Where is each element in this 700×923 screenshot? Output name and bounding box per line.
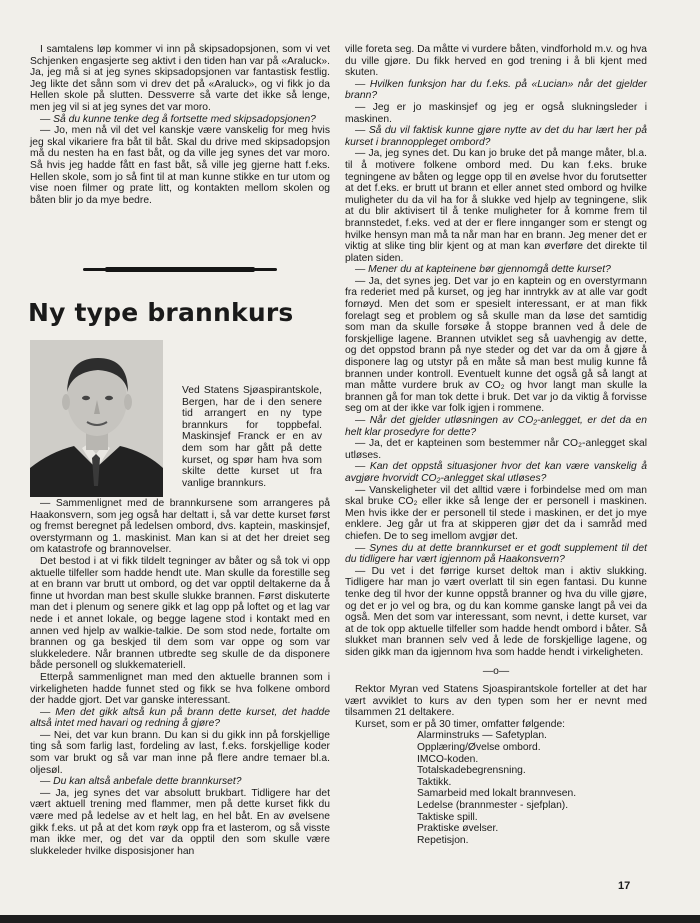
left-bottom-paragraph: — Sammenlignet med de brannkursene som arrangeres på Haakonsvern, som jeg også har deltatt i, så var dette kurset først og fremst beregnet på ledelsen ombord, dvs. kaptein, maskinsjef, overstyrmann og 1. maskinist. Man kan si at det her dreiet seg om katastrofe og brannovelser.	[30, 498, 330, 556]
course-item: Taktikk.	[417, 776, 452, 788]
right-paragraph: — Hvilken funksjon har du f.eks. på «Lucian» når det gjelder brann?	[345, 78, 647, 102]
right-paragraph: — Ja, jeg synes det. Du kan jo bruke det på mange måter, bl.a. til å motivere folkene ombord med. Du kan f.eks. bruke tegningene av båten og legge opp til en øvelse hvor du forutsetter at det f.eks. er brutt ut brann et eller annet sted ombord og hvilke muligheter du da vil ha for å slukke ved hjelp av tegningene, slik at du blir aktivisert til å tenke muligheter for å komme frem til brannstedet, f.eks. ved at der er flere innganger som er stengt og hvilke hensyn man må ta når man har en brann. Jeg mener det er viktig at slike ting blir kjent og at man kan øverføre det direkte til platen siden.	[345, 148, 647, 264]
course-item: Alarminstruks — Safetyplan.	[417, 730, 547, 742]
portrait-icon	[30, 340, 163, 497]
right-paragraph: — Så du vil faktisk kunne gjøre nytte av det du har lært her på kurset i brannoppleget ombord?	[345, 125, 647, 148]
course-item: Opplæring/Øvelse ombord.	[417, 742, 541, 754]
course-item: IMCO-koden.	[417, 753, 479, 765]
right-paragraphs	[345, 44, 647, 730]
course-item: Ledelse (brannmester - sjefplan).	[417, 800, 569, 811]
course-item: Totalskadebegrensning.	[417, 765, 526, 777]
left-bottom-paragraph: — Ja, jeg synes det var absolutt brukbart. Tidligere har det vært aktuell trening med flammer, men på dette kurset fikk du være med på ledelse av et helt lag, en hel båt. En av øvelsene gikk f.eks. ut på at det kom røyk opp fra et lasterom, og så visste man ikke mer, og det var da opptil den som skulle være slukkeleder hvilke disposisjoner han	[30, 787, 330, 857]
intro-paragraph: Ved Statens Sjøaspirantskole, Bergen, har de i den senere tid arrangert en ny type brannkurs for toppbefal. Maskinsjef Franck er en av dem som har gått på dette kurset, og spør ham hva som skilte dette kurset ut fra vanlige brannkurs.	[182, 385, 322, 489]
portrait-photo	[30, 340, 163, 497]
article-column-right	[345, 44, 647, 846]
scan-edge	[0, 913, 700, 923]
right-paragraph: — Synes du at dette brannkurset er et godt supplement til det du tidligere har vært igjennom på Haakonsvern?	[345, 542, 647, 566]
right-paragraph: — Mener du at kapteinene bør gjennomgå dette kurset?	[355, 264, 611, 276]
article-column-left-top	[30, 44, 330, 206]
left-top-paragraph: — Jo, men nå vil det vel kanskje være vanskelig for meg hvis jeg skal vikariere fra båt til båt. Skal du drive med skipsadopsjon må du nesten ha en fast båt, og da ville jeg synes det var moro. Så hvis jeg hadde fått en fast båt, så ville jeg gjerne hatt f.eks. Hellen skole, som jo så fint til at man kunne stikke en tur utom og vise noen filmer og prate litt, og kontakten mellom skolen og båten blir jo da mye bedre.	[30, 125, 330, 206]
left-bottom-paragraph: — Du kan altså anbefale dette brannkurset?	[40, 776, 242, 788]
right-paragraph: — Jeg er jo maskinsjef og jeg er også slukningsleder i maskinen.	[345, 101, 647, 125]
section-heading: Ny type brannkurs	[28, 298, 294, 327]
right-paragraph: ville foreta seg. Da måtte vi vurdere båten, vindforhold m.v. og hva du ville gjøre. Du fikk herved en god trening i å bli kjent med skuten.	[345, 44, 648, 79]
course-item: Praktiske øvelser.	[417, 823, 499, 835]
left-bottom-paragraph: — Men det gikk altså kun på brann dette kurset, det hadde altså intet med havari og redning å gjøre?	[30, 706, 330, 730]
course-item: Samarbeid med lokalt brannvesen.	[417, 788, 577, 800]
right-paragraph: — Kan det oppstå situasjoner hvor det kan være vanskelig å avgjøre hvorvidt CO₂-anlegget skal utløses?	[345, 461, 647, 484]
right-paragraph: —o—	[482, 666, 510, 678]
left-top-paragraph: — Så du kunne tenke deg å fortsette med skipsadopsjonen?	[40, 113, 316, 125]
right-paragraph: Rektor Myran ved Statens Sjoaspirantskole forteller at det har vært avviklet to kurs av den typen som her er nevnt med tilsammen 21 deltakere.	[345, 684, 647, 719]
course-list	[417, 730, 647, 846]
left-bottom-paragraph: — Nei, det var kun brann. Du kan si du gikk inn på forskjellige ting så som farlig last, fordeling av last, f.eks. forskjellige koder som var brukt og så var man inne på flere andre temaer bl.a. oljesøl.	[30, 729, 330, 776]
left-bottom-paragraph: Etterpå sammenlignet man med den aktuelle brannen som i virkeligheten hadde funnet sted og fikk se hva folkene ombord der hadde gjort. Det var ganske interessant.	[30, 671, 330, 707]
right-paragraph: — Vanskeligheter vil det alltid være i forbindelse med om man skal bruke CO₂ eller ikke så lenge der er personell i maskinen. Men hvis ikke der er personell til stede i maskinen, er det jo mye enklere. Jeg går ut fra at skipperen gjør det da i samråd med chiefen. De to seg imellom avgjør det.	[345, 484, 647, 542]
course-item: Taktiske spill.	[417, 811, 478, 823]
left-bottom-paragraph: Det bestod i at vi fikk tildelt tegninger av båter og så tok vi opp aktuelle tilfeller som hadde hendt ute. Man skulle da forestille seg at en brann var brutt ut ombord, og det var opptil deltakerne da å finne ut hvordan man best skulle slukke brannen. Først diskuterte man det i plenum og senere gikk et lag opp på loftet og et lag var nede i et annet lokale, og begge lagene stod i kontakt med en annen ved hjelp av walkie-talkie. De som stod nede, fortalte om brannen og ga beskjed til dem som var oppe og som var slukkeledere. Når brannen utbredte seg skulle de da disponere både personell og slukkemateriell.	[30, 555, 330, 672]
left-top-paragraph: I samtalens løp kommer vi inn på skipsadopsjonen, som vi vet Schjenken engasjerte seg aktivt i den tiden han var på «Araluck». Ja, jeg må si at jeg synes skipsadopsjonen var fantastisk festlig. Jeg likte det sånn som vi drev det på «Araluck», og vi fikk jo da Hellen skole på slutten. Dessverre så varte det ikke så lenge, men jeg vil si at jeg synes det var moro.	[30, 44, 330, 113]
article-column-left-bottom	[30, 498, 330, 857]
right-paragraph: — Ja, det synes jeg. Det var jo en kaptein og en overstyrmann fra rederiet med på kurset, og jeg har inntrykk av at alle var godt fornøyd. Men det som er spesielt interessant, er at man fikk forelagt seg et problem og så skulle man da løse det samtidig som man da skulle forsøke å stoppe brannen ved å dele de forskjellige lagene. Brannen utviklet seg så uavhengig av dette, og det oppstod brann på nye steder og det var da om å gjøre å disponere lag og utstyr på en måte så man best mulig kunne få brannen under kontroll. Eventuelt kunne det også gå så langt at man måtte vurdere bruk av CO₂ og hvor langt man skulle la brannen gå for man tok dette i bruk. Det var jo da viktig å forvisse seg om at der ikke var folk igjen i rommene.	[345, 275, 647, 415]
right-paragraph: — Du vet i det førrige kurset deltok man i aktiv slukking. Tidligere har man jo vært overlatt til sin egen fantasi. Du kunne tenke deg til hvor der kunne oppstå branner og hva du ville gjøre, og det er jo vel og bra, og du kan komme ganske langt på vei da også. Men det som var interessant, som nevnt, i dette kurset, var at de tok opp aktuelle tilfeller som hadde hendt ombord i båter. Så slukket man brannen selv ved å lede de forskjellige lagene, og siden gikk man da igjennom hva som hadde hendt i virkeligheten.	[345, 565, 647, 658]
course-item: Repetisjon.	[417, 834, 469, 846]
right-paragraph: — Ja, det er kapteinen som bestemmer når CO₂-anlegget skal utløses.	[345, 438, 647, 461]
page-number: 17	[618, 880, 631, 892]
right-paragraph: Kurset, som er på 30 timer, omfatter følgende:	[355, 718, 566, 730]
right-paragraph: — Når det gjelder utløsningen av CO₂-anlegget, er det da en helt klar prosedyre for dette?	[345, 415, 647, 438]
section-divider	[105, 267, 255, 272]
